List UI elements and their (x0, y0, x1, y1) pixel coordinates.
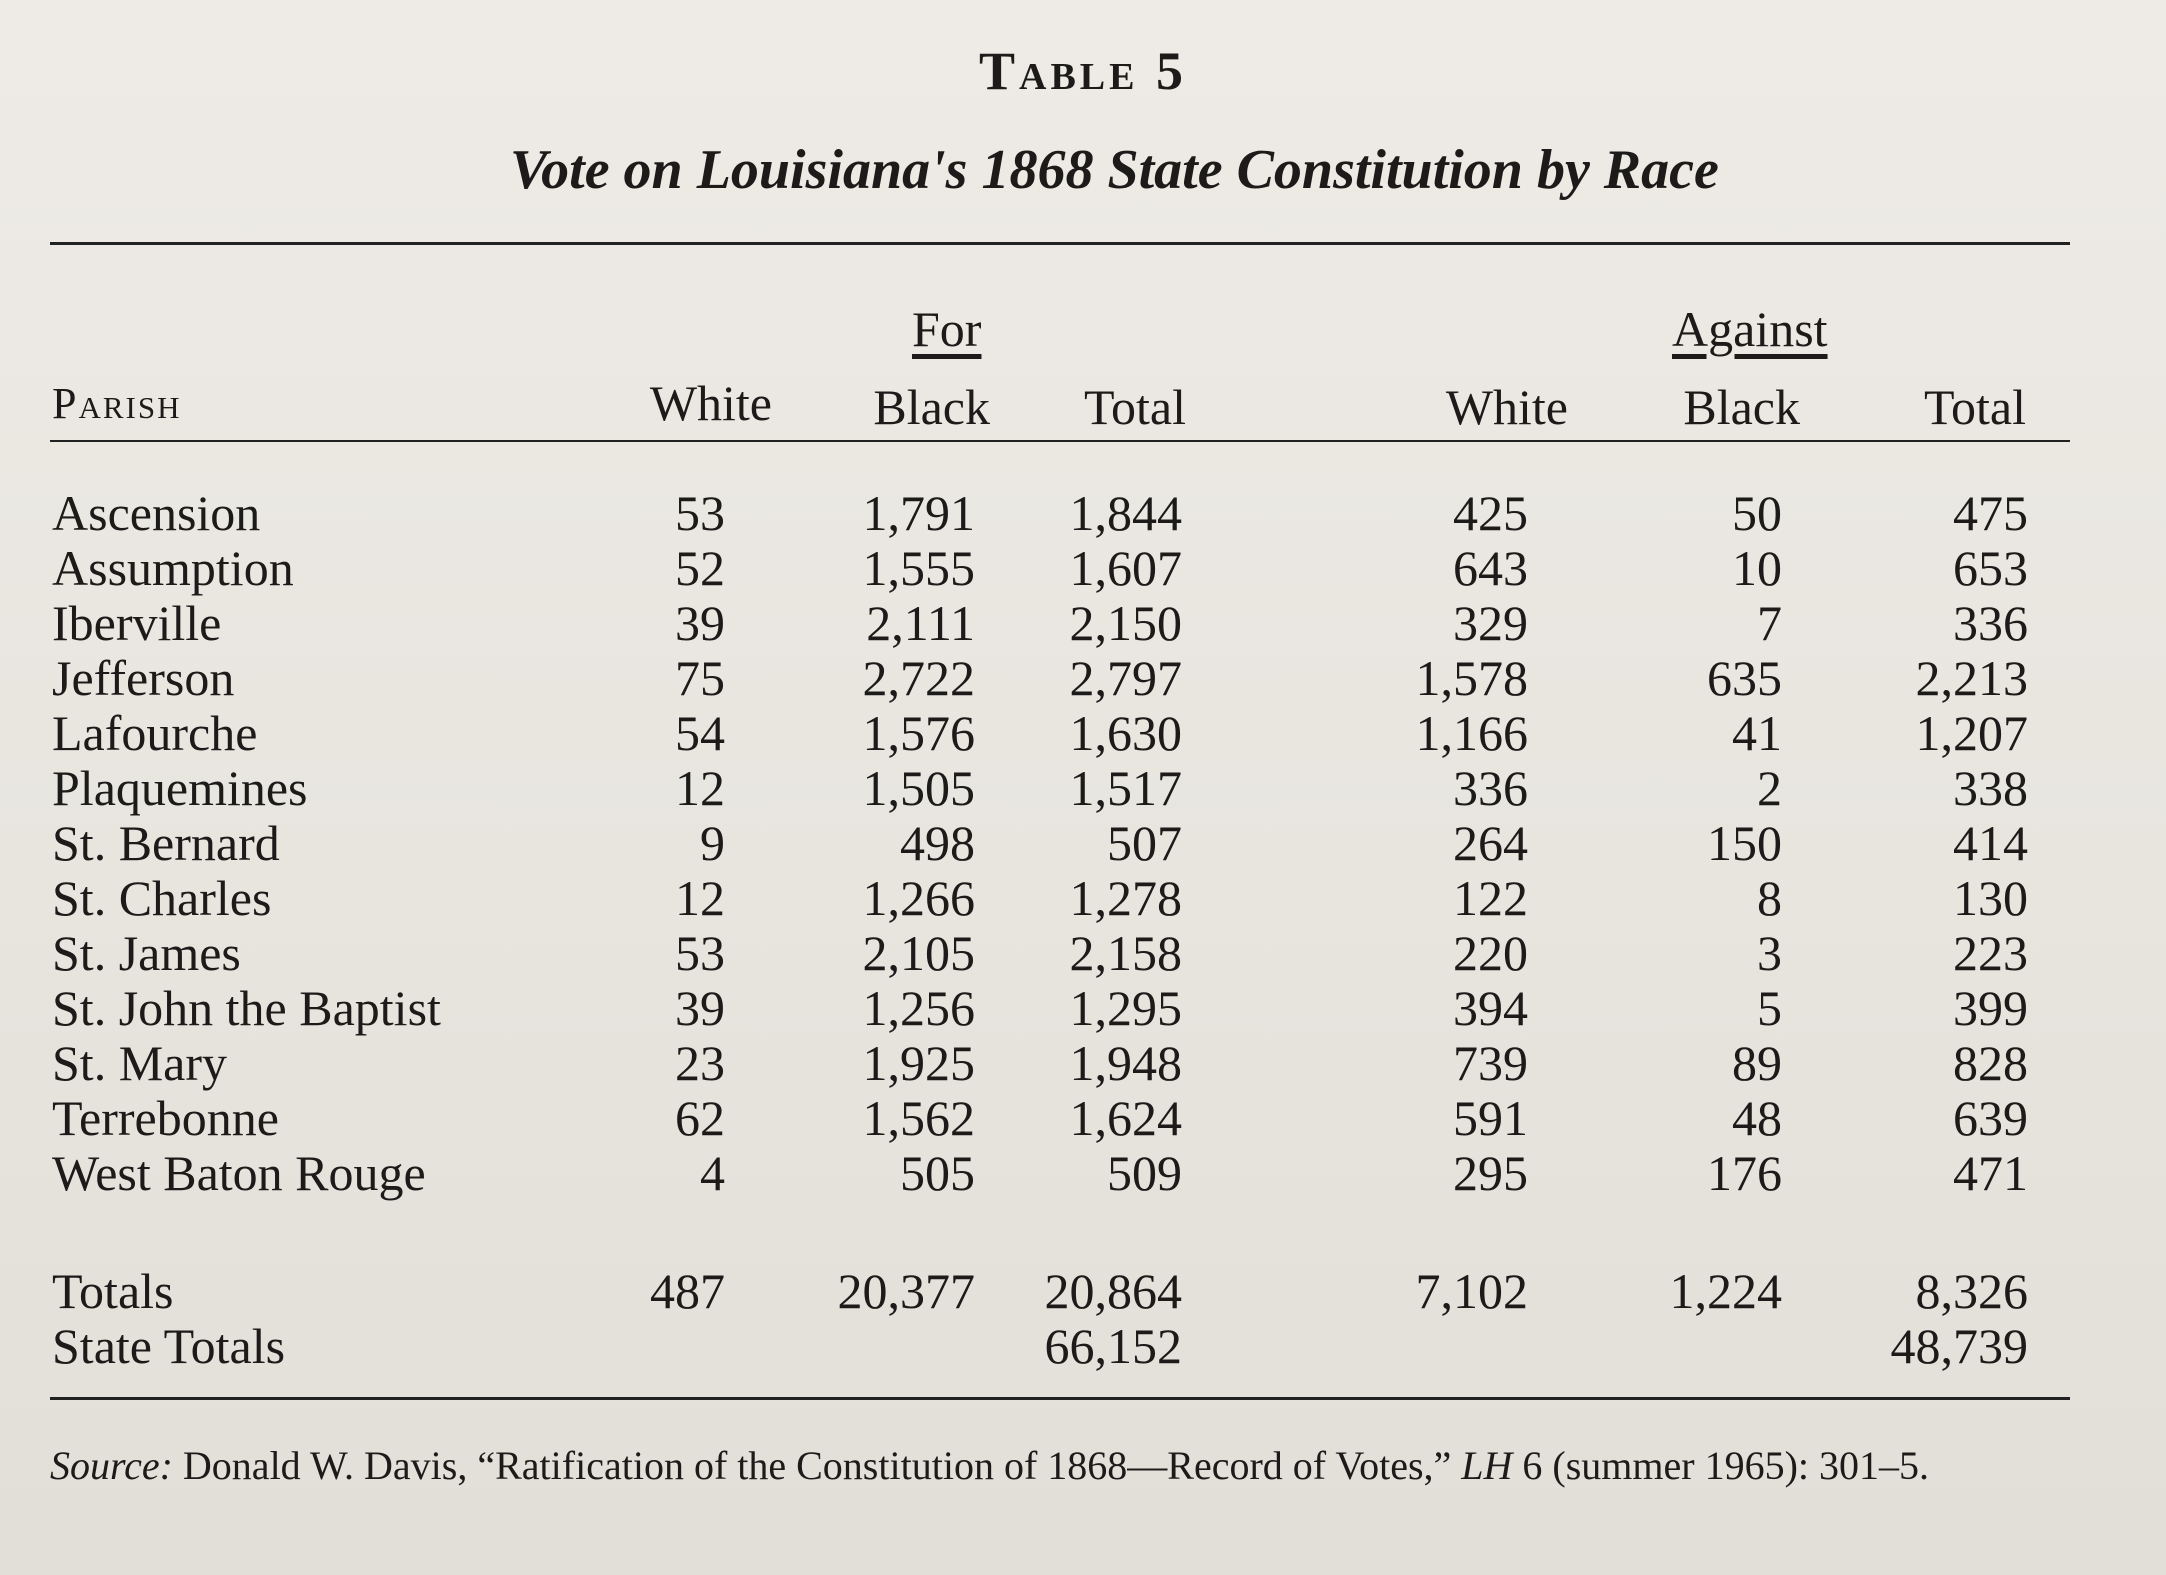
top-rule (50, 242, 2070, 245)
parish-name: Ascension (52, 485, 261, 541)
column-header-for-white: White (649, 375, 772, 431)
parish-name: St. John the Baptist (52, 980, 441, 1036)
against-total-cell: 475 (1953, 485, 2028, 541)
parish-name: Assumption (52, 540, 294, 596)
against-black-cell: 2 (1757, 760, 1782, 816)
for-white-cell: 23 (675, 1035, 725, 1091)
column-header-against-total: Total (1923, 379, 2026, 435)
for-total-cell: 507 (1107, 815, 1182, 871)
against-white-cell: 336 (1453, 760, 1528, 816)
header-rule (50, 440, 2070, 442)
against-total-cell: 414 (1953, 815, 2028, 871)
for-white-cell: 62 (675, 1090, 725, 1146)
against-total-cell: 399 (1953, 980, 2028, 1036)
table-row (0, 704, 2166, 760)
for-total-cell: 1,607 (1069, 540, 1182, 596)
against-black-cell: 10 (1732, 540, 1782, 596)
against-black-cell: 635 (1707, 650, 1782, 706)
for-black-cell: 1,555 (862, 540, 975, 596)
against-white-cell: 329 (1453, 595, 1528, 651)
against-black-cell: 8 (1757, 870, 1782, 926)
parish-name: Iberville (52, 595, 222, 651)
state-totals-against: 48,739 (1890, 1318, 2028, 1374)
against-black-cell: 7 (1757, 595, 1782, 651)
for-total-cell: 1,630 (1069, 705, 1182, 761)
against-total-cell: 471 (1953, 1145, 2028, 1201)
table-row (0, 1144, 2166, 1200)
against-total-cell: 828 (1953, 1035, 2028, 1091)
parish-name: West Baton Rouge (52, 1145, 426, 1201)
column-header-against-black: Black (1683, 379, 1800, 435)
totals-against-black: 1,224 (1669, 1263, 1782, 1319)
against-total-cell: 1,207 (1915, 705, 2028, 761)
for-black-cell: 2,111 (866, 595, 975, 651)
for-black-cell: 1,266 (862, 870, 975, 926)
for-black-cell: 1,791 (862, 485, 975, 541)
for-black-cell: 1,576 (862, 705, 975, 761)
against-white-cell: 643 (1453, 540, 1528, 596)
source-text-after: 6 (summer 1965): 301–5. (1512, 1443, 1930, 1488)
column-header-against-white: White (1445, 379, 1568, 435)
against-total-cell: 653 (1953, 540, 2028, 596)
parish-name: St. James (52, 925, 241, 981)
parish-name: Jefferson (52, 650, 235, 706)
group-heading-for: For (912, 301, 982, 357)
column-header-for-black: Black (873, 379, 990, 435)
against-total-cell: 639 (1953, 1090, 2028, 1146)
source-journal: LH (1461, 1443, 1513, 1488)
table-row (0, 1034, 2166, 1090)
column-header-for-total: Total (1083, 379, 1186, 435)
for-black-cell: 1,925 (862, 1035, 975, 1091)
totals-for-white: 487 (650, 1263, 725, 1319)
against-black-cell: 89 (1732, 1035, 1782, 1091)
for-black-cell: 1,256 (862, 980, 975, 1036)
for-total-cell: 2,150 (1069, 595, 1182, 651)
for-white-cell: 39 (675, 980, 725, 1036)
for-white-cell: 12 (675, 870, 725, 926)
against-black-cell: 50 (1732, 485, 1782, 541)
table-row (0, 539, 2166, 595)
against-black-cell: 176 (1707, 1145, 1782, 1201)
against-total-cell: 336 (1953, 595, 2028, 651)
source-note (50, 1434, 2060, 1498)
for-total-cell: 1,844 (1069, 485, 1182, 541)
for-white-cell: 53 (675, 485, 725, 541)
table-row (0, 869, 2166, 925)
against-black-cell: 150 (1707, 815, 1782, 871)
for-white-cell: 54 (675, 705, 725, 761)
totals-against-white: 7,102 (1415, 1263, 1528, 1319)
for-total-cell: 2,797 (1069, 650, 1182, 706)
parish-name: St. Bernard (52, 815, 280, 871)
column-header-parish: Parish (52, 379, 182, 428)
table-label: Table 5 (979, 41, 1187, 101)
parish-name: Lafourche (52, 705, 258, 761)
totals-label: Totals (52, 1263, 174, 1319)
source-text-before: Donald W. Davis, “Ratification of the Constitution of 1868—Record of Votes,” (172, 1443, 1462, 1488)
for-white-cell: 12 (675, 760, 725, 816)
totals-against-total: 8,326 (1915, 1263, 2028, 1319)
for-black-cell: 505 (900, 1145, 975, 1201)
for-white-cell: 9 (700, 815, 725, 871)
for-total-cell: 1,624 (1069, 1090, 1182, 1146)
for-total-cell: 2,158 (1069, 925, 1182, 981)
state-totals-for: 66,152 (1044, 1318, 1182, 1374)
parish-name: St. Mary (52, 1035, 227, 1091)
against-white-cell: 394 (1453, 980, 1528, 1036)
for-total-cell: 1,948 (1069, 1035, 1182, 1091)
for-total-cell: 1,278 (1069, 870, 1182, 926)
for-black-cell: 2,105 (862, 925, 975, 981)
totals-for-total: 20,864 (1044, 1263, 1182, 1319)
against-white-cell: 425 (1453, 485, 1528, 541)
totals-row (0, 1262, 2166, 1318)
against-white-cell: 122 (1453, 870, 1528, 926)
table-row (0, 484, 2166, 540)
against-black-cell: 5 (1757, 980, 1782, 1036)
for-black-cell: 498 (900, 815, 975, 871)
against-total-cell: 2,213 (1915, 650, 2028, 706)
table-row (0, 1089, 2166, 1145)
table-row (0, 649, 2166, 705)
state-totals-label: State Totals (52, 1318, 286, 1374)
for-black-cell: 2,722 (862, 650, 975, 706)
against-white-cell: 295 (1453, 1145, 1528, 1201)
for-white-cell: 4 (700, 1145, 725, 1201)
against-black-cell: 3 (1757, 925, 1782, 981)
parish-name: Terrebonne (52, 1090, 279, 1146)
against-white-cell: 591 (1453, 1090, 1528, 1146)
table-row (0, 594, 2166, 650)
for-white-cell: 75 (675, 650, 725, 706)
against-total-cell: 223 (1953, 925, 2028, 981)
against-total-cell: 130 (1953, 870, 2028, 926)
for-white-cell: 52 (675, 540, 725, 596)
for-total-cell: 1,517 (1069, 760, 1182, 816)
against-white-cell: 220 (1453, 925, 1528, 981)
parish-name: Plaquemines (52, 760, 308, 816)
totals-for-black: 20,377 (837, 1263, 975, 1319)
for-black-cell: 1,562 (862, 1090, 975, 1146)
table-row (0, 759, 2166, 815)
against-white-cell: 1,166 (1415, 705, 1528, 761)
source-label: Source: (50, 1443, 173, 1488)
against-white-cell: 1,578 (1415, 650, 1528, 706)
against-white-cell: 739 (1453, 1035, 1528, 1091)
table-row (0, 814, 2166, 870)
table-row (0, 979, 2166, 1035)
for-black-cell: 1,505 (862, 760, 975, 816)
bottom-rule (50, 1397, 2070, 1400)
for-total-cell: 509 (1107, 1145, 1182, 1201)
against-white-cell: 264 (1453, 815, 1528, 871)
for-white-cell: 53 (675, 925, 725, 981)
for-white-cell: 39 (675, 595, 725, 651)
against-black-cell: 41 (1732, 705, 1782, 761)
group-heading-against: Against (1672, 301, 1828, 357)
table-row (0, 924, 2166, 980)
parish-name: St. Charles (52, 870, 272, 926)
for-total-cell: 1,295 (1069, 980, 1182, 1036)
state-totals-row (0, 1317, 2166, 1373)
table-title: Vote on Louisiana's 1868 State Constitution by Race (510, 139, 1719, 201)
against-total-cell: 338 (1953, 760, 2028, 816)
against-black-cell: 48 (1732, 1090, 1782, 1146)
